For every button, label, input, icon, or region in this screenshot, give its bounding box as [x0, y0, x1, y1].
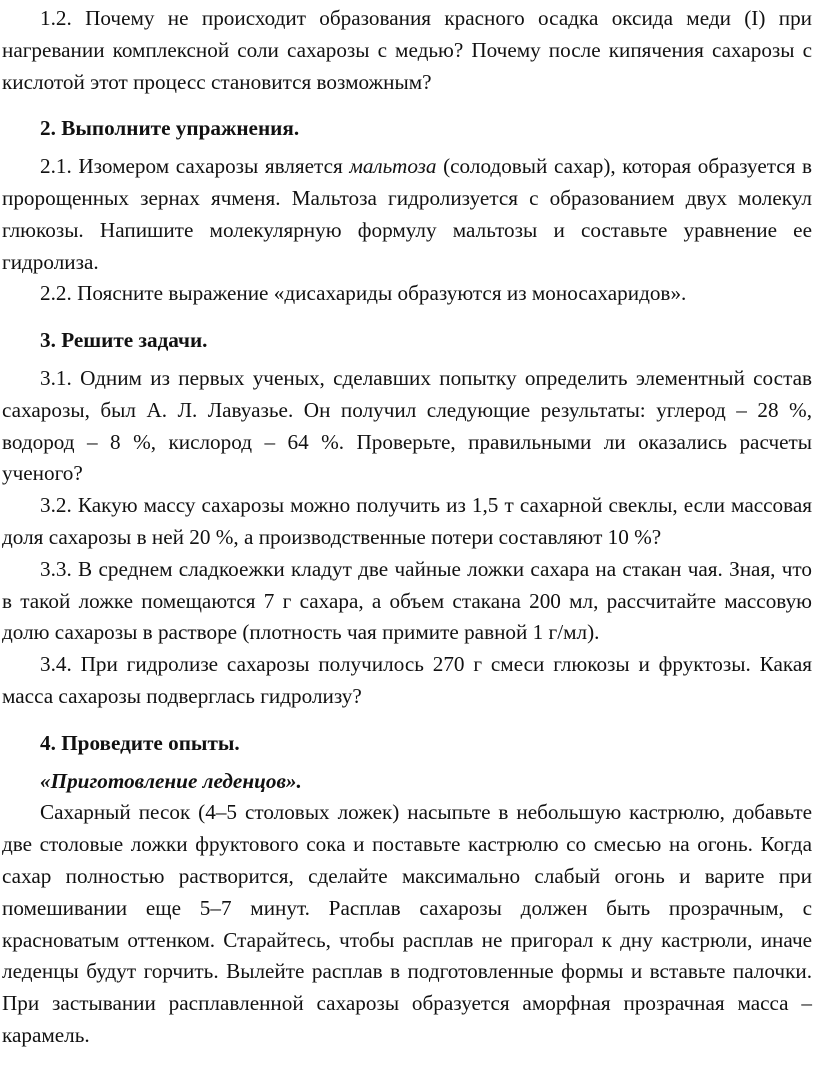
section-heading-experiments: 4. Проведите опыты.	[40, 730, 240, 755]
task-3-2: 3.2. Какую массу сахарозы можно получить из 1,5 т сахарной свеклы, если массовая доля сахарозы в ней 20 %, а производственные потери составляют 10 %?	[2, 493, 812, 549]
task-3-3: 3.3. В среднем сладкоежки кладут две чайные ложки сахара на стакан чая. Зная, что в такой ложке помещаются 7 г сахара, а объем стакана 200 мл, рассчитайте массовую долю сахарозы в растворе (плотность чая примите равной 1 г/мл).	[2, 556, 812, 645]
experiment-title: «Приготовление леденцов».	[40, 768, 302, 793]
exercise-2-1	[2, 151, 812, 278]
task-3-1: 3.1. Одним из первых ученых, сделавших попытку определить элементный состав сахарозы, был А. Л. Лавуазье. Он получил следующие результаты: углерод – 28 %, водород – 8 %, кислород – 64 %. Проверьте, правильными ли оказались расчеты ученого?	[2, 365, 812, 486]
maltose-term: мальтоза	[349, 154, 437, 179]
question-1-2: 1.2. Почему не происходит образования красного осадка оксида меди (I) при нагревании комплексной соли сахарозы с медью? Почему после кипячения сахарозы с кислотой этот процесс становится возможным?	[2, 6, 812, 94]
section-heading-tasks: 3. Решите задачи.	[40, 328, 208, 353]
exercise-2-1-text-end: (солодовый сахар), которая образуется в пророщенных зернах ячменя. Мальтоза гидролизуется с образованием двух молекул глюкозы. Напишите молекулярную формулу мальтозы и составьте уравнение ее гидролиза.	[2, 154, 812, 274]
section-heading-exercises: 2. Выполните упражнения.	[40, 116, 300, 141]
task-3-4: 3.4. При гидролизе сахарозы получилось 270 г смеси глюкозы и фруктозы. Какая масса сахарозы подверглась гидролизу?	[2, 652, 812, 708]
experiment-instructions: Сахарный песок (4–5 столовых ложек) насыпьте в небольшую кастрюлю, добавьте две столовые ложки фруктового сока и поставьте кастрюлю со смесью на огонь. Когда сахар полностью растворится, сделайте максимально слабый огонь и варите при помешивании еще 5–7 минут. Расплав сахарозы должен быть прозрачным, с красноватым оттенком. Старайтесь, чтобы расплав не пригорал к дну кастрюли, иначе леденцы будут горчить. Вылейте расплав в подготовленные формы и вставьте палочки. При застывании расплавленной сахарозы образуется аморфная прозрачная масса – карамель.	[2, 800, 812, 1047]
exercise-2-2: 2.2. Поясните выражение «дисахариды образуются из моносахаридов».	[40, 281, 687, 306]
exercise-2-1-text-start: 2.1. Изомером сахарозы является	[40, 154, 350, 179]
